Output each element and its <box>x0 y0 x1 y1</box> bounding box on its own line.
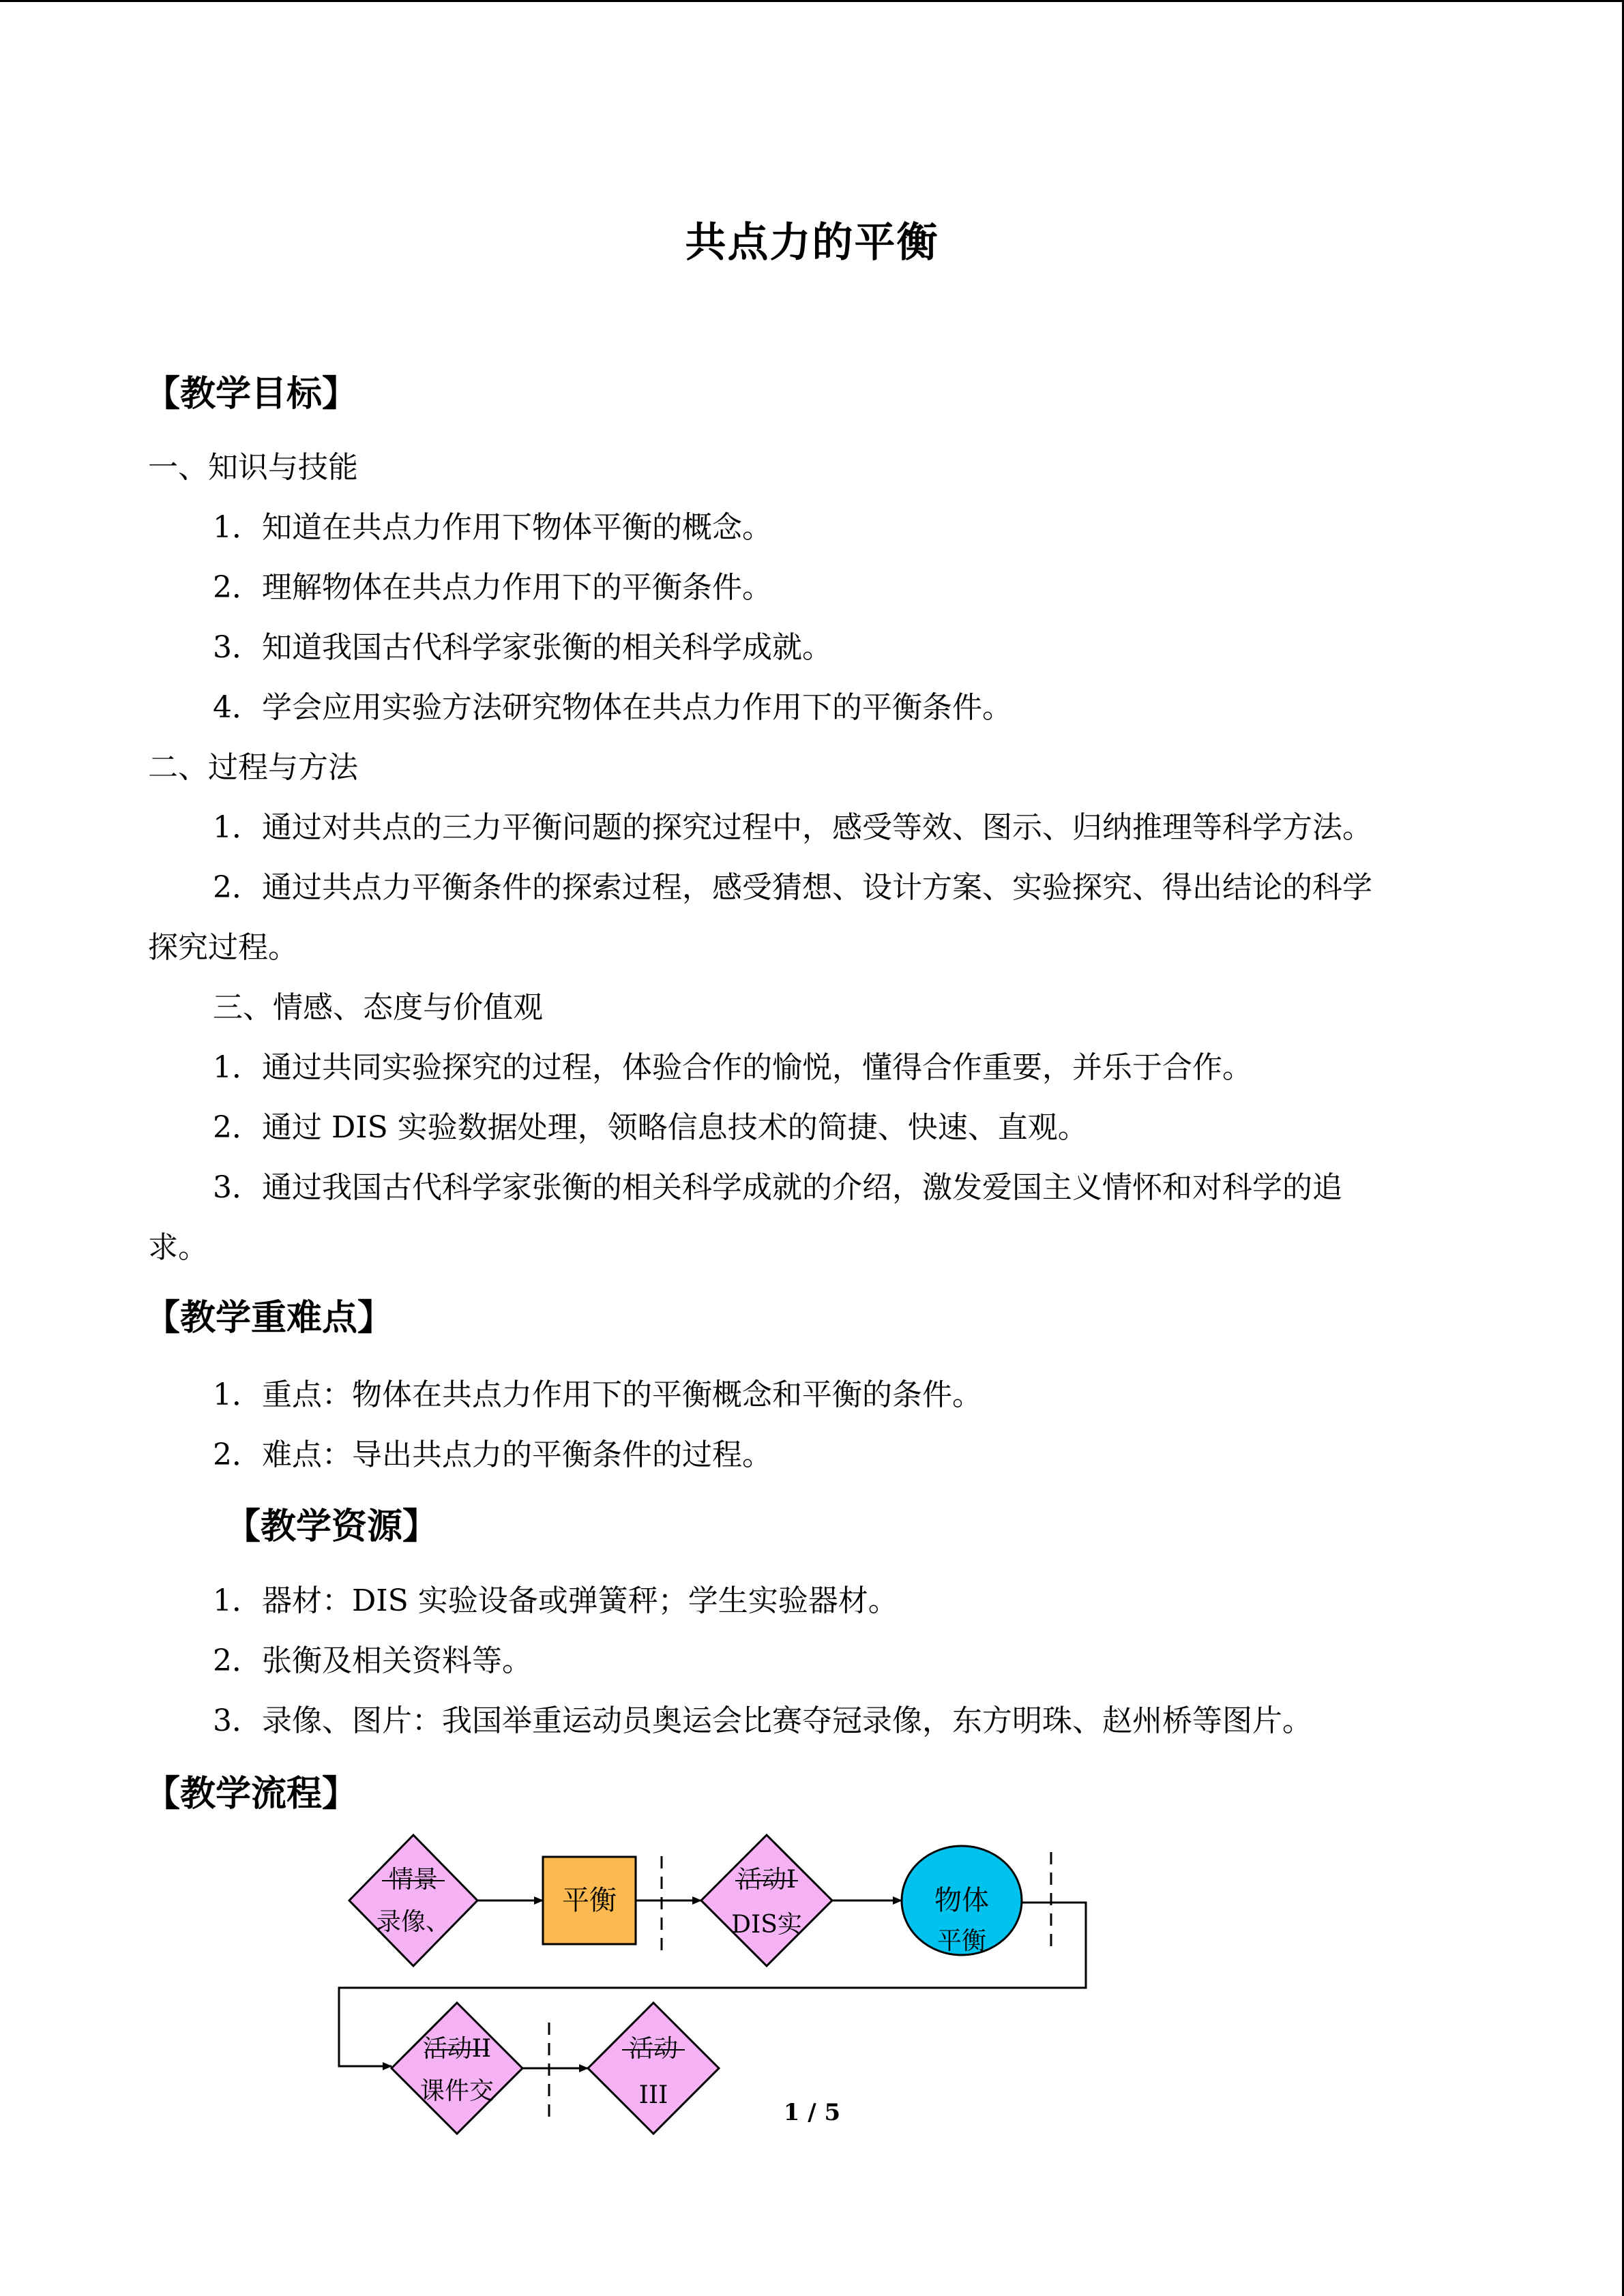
flow-node-scenario-label-bottom: 录像、 <box>376 1908 451 1936</box>
flow-node-activity-1 <box>701 1835 832 1966</box>
objectives-sub3-item2: 2．通过 DIS 实验数据处理，领略信息技术的简捷、快速、直观。 <box>213 1110 1088 1145</box>
objectives-sub3-item1: 1．通过共同实验探究的过程，体验合作的愉悦，懂得合作重要，并乐于合作。 <box>213 1050 1252 1085</box>
flow-node-scenario-label-top: 情景 <box>388 1866 439 1894</box>
resources-item: 1．器材：DIS 实验设备或弹簧秤；学生实验器材。 <box>213 1583 898 1618</box>
objectives-sub1-item: 1．知道在共点力作用下物体平衡的概念。 <box>213 510 772 545</box>
heading-process: 【教学流程】 <box>145 1773 358 1815</box>
objectives-sub2-item1: 1．通过对共点的三力平衡问题的探究过程中，感受等效、图示、归纳推理等科学方法。 <box>213 810 1372 845</box>
flow-node-activity-1-label-top: 活动I <box>737 1866 797 1894</box>
objectives-sub3-item3-line2: 求。 <box>148 1230 208 1265</box>
objectives-sub1: 一、知识与技能 <box>148 450 358 485</box>
keypoints-item: 1．重点：物体在共点力作用下的平衡概念和平衡的条件。 <box>213 1377 982 1412</box>
heading-objectives: 【教学目标】 <box>145 373 358 415</box>
objectives-sub1-item: 3．知道我国古代科学家张衡的相关科学成就。 <box>213 630 832 665</box>
flow-node-activity-2-label-top: 活动II <box>422 2035 492 2063</box>
objectives-sub2-item2-line2: 探究过程。 <box>148 930 298 965</box>
page-number: 1 / 5 <box>783 2099 841 2126</box>
flow-node-balance-label: 平衡 <box>562 1885 617 1916</box>
objectives-sub2-item2-line1: 2．通过共点力平衡条件的探索过程，感受猜想、设计方案、实验探究、得出结论的科学 <box>213 870 1372 905</box>
flow-node-activity-3-label-bottom: III <box>638 2081 668 2109</box>
flow-node-object-balance-label-bottom: 平衡 <box>936 1927 987 1955</box>
flow-node-activity-1-label-bottom: DIS实 <box>731 1911 802 1939</box>
heading-keypoints: 【教学重难点】 <box>145 1297 394 1339</box>
objectives-sub3: 三、情感、态度与价值观 <box>213 990 543 1025</box>
page-title: 共点力的平衡 <box>685 219 939 267</box>
objectives-sub1-item: 2．理解物体在共点力作用下的平衡条件。 <box>213 570 772 605</box>
resources-item: 2．张衡及相关资料等。 <box>213 1643 532 1678</box>
flow-node-activity-3-label-top: 活动 <box>628 2035 679 2063</box>
objectives-sub2: 二、过程与方法 <box>148 750 358 785</box>
flow-node-activity-2-label-bottom: 课件交 <box>419 2077 494 2105</box>
objectives-sub1-item: 4．学会应用实验方法研究物体在共点力作用下的平衡条件。 <box>213 690 1012 725</box>
heading-resources: 【教学资源】 <box>225 1506 439 1547</box>
flow-node-balance <box>543 1857 636 1944</box>
objectives-sub3-item3-line1: 3．通过我国古代科学家张衡的相关科学成就的介绍，激发爱国主义情怀和对科学的追 <box>213 1170 1342 1205</box>
resources-item: 3．录像、图片：我国举重运动员奥运会比赛夺冠录像，东方明珠、赵州桥等图片。 <box>213 1703 1312 1738</box>
flow-node-object-balance-label-top: 物体 <box>934 1885 989 1916</box>
flow-node-scenario <box>349 1835 477 1966</box>
keypoints-item: 2．难点：导出共点力的平衡条件的过程。 <box>213 1437 772 1472</box>
flow-node-object-balance <box>902 1846 1022 1955</box>
